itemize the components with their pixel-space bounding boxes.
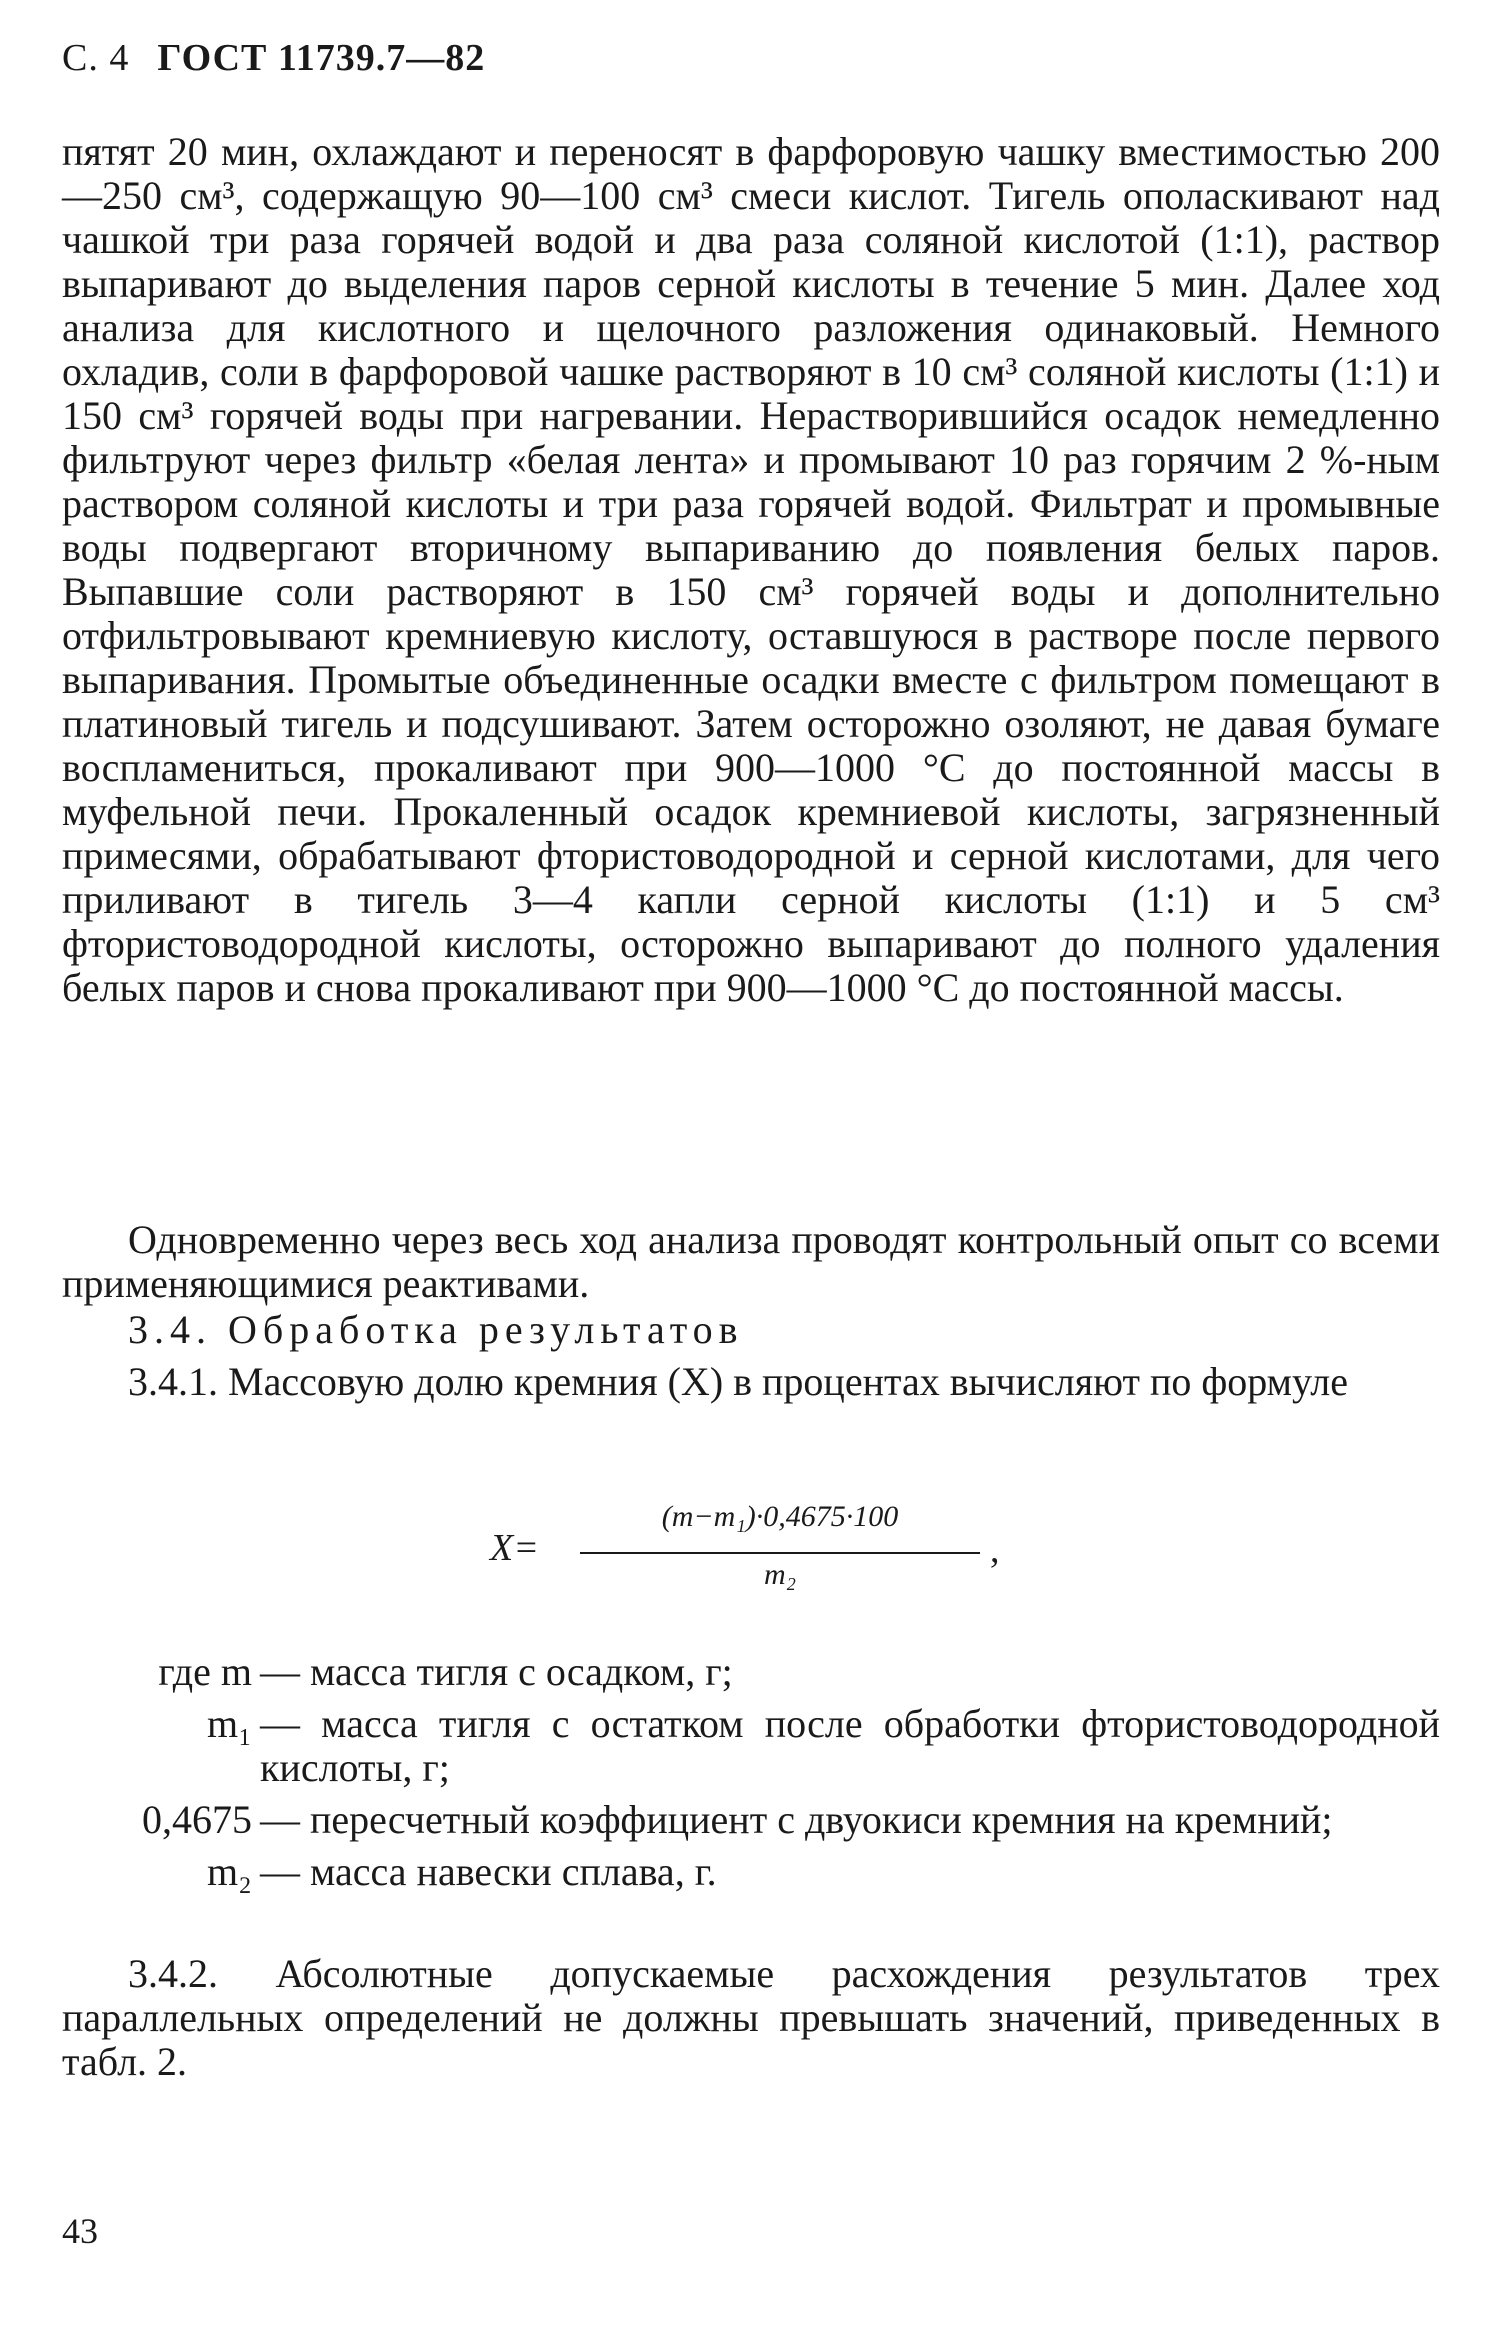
definition-row	[62, 1798, 1440, 1842]
definition-symbol: 0,4675	[142, 1797, 252, 1842]
control-experiment-paragraph: Одновременно через весь ход анализа проводят контрольный опыт со всеми применяющимися реактивами.	[62, 1217, 1440, 1306]
section-heading: 3.4. Обработка результатов	[128, 1307, 744, 1352]
page-header	[62, 36, 485, 80]
definition-symbol: m₁	[206, 1701, 252, 1746]
formula-comma: ,	[990, 1529, 1000, 1571]
definition-row	[62, 1850, 1440, 1894]
clause-3-4-2: 3.4.2. Абсолютные допускаемые расхождения результатов трех параллельных определений не должны превышать значений, приведенных в табл. 2.	[62, 1951, 1440, 2084]
page-number: 43	[62, 2211, 98, 2251]
definition-text: — масса навески сплава, г.	[260, 1849, 717, 1894]
variable-definitions	[62, 1650, 1440, 1902]
clause-3-4-1: 3.4.1. Массовую долю кремния (X) в процентах вычисляют по формуле	[128, 1359, 1348, 1404]
fraction-bar	[580, 1552, 980, 1554]
page-label: С. 4	[62, 37, 130, 79]
document-code: ГОСТ 11739.7—82	[157, 37, 486, 79]
definition-symbol: m₂	[206, 1849, 252, 1894]
definition-symbol: где m	[158, 1649, 252, 1694]
definition-text: — масса тигля с осадком, г;	[260, 1649, 733, 1694]
definition-text: — пересчетный коэффициент с двуокиси кремния на кремний;	[260, 1797, 1333, 1842]
formula-numerator: (m−m₁)·0,4675·100	[661, 1500, 899, 1533]
formula-lhs: X=	[490, 1527, 539, 1569]
main-paragraph: пятят 20 мин, охлаждают и переносят в фарфоровую чашку вместимостью 200—250 см³, содержащую 90—100 см³ смеси кислот. Тигель ополаскивают над чашкой три раза горячей водой и два раза соляной кислотой (1:1), раствор выпаривают до выделения паров серной кислоты в течение 5 мин. Далее ход анализа для кислотного и щелочного разложения одинаковый. Немного охладив, соли в фарфоровой чашке растворяют в 10 см³ соляной кислоты (1:1) и 150 см³ горячей воды при нагревании. Нерастворившийся осадок немедленно фильтруют через фильтр «белая лента» и промывают 10 раз горячим 2 %-ным раствором соляной кислоты и три раза горячей водой. Фильтрат и промывные воды подвергают вторичному выпариванию до появления белых паров. Выпавшие соли растворяют в 150 см³ горячей воды и дополнительно отфильтровывают кремниевую кислоту, оставшуюся в растворе после первого выпаривания. Промытые объединенные осадки вместе с фильтром помещают в платиновый тигель и подсушивают. Затем осторожно озоляют, не давая бумаге воспламениться, прокаливают при 900—1000 °С до постоянной массы в муфельной печи. Прокаленный осадок кремниевой кислоты, загрязненный примесями, обрабатывают фтористоводородной и серной кислотами, для чего приливают в тигель 3—4 капли серной кислоты (1:1) и 5 см³ фтористоводородной кислоты, осторожно выпаривают до полного удаления белых паров и снова прокаливают при 900—1000 °С до постоянной массы.	[62, 129, 1440, 1010]
definition-row	[62, 1702, 1440, 1790]
definition-text: — масса тигля с остатком после обработки фтористоводородной кислоты, г;	[260, 1701, 1440, 1790]
silicon-formula	[490, 1500, 1010, 1610]
formula-denominator: m₂	[763, 1558, 797, 1591]
definition-row	[62, 1650, 1440, 1694]
